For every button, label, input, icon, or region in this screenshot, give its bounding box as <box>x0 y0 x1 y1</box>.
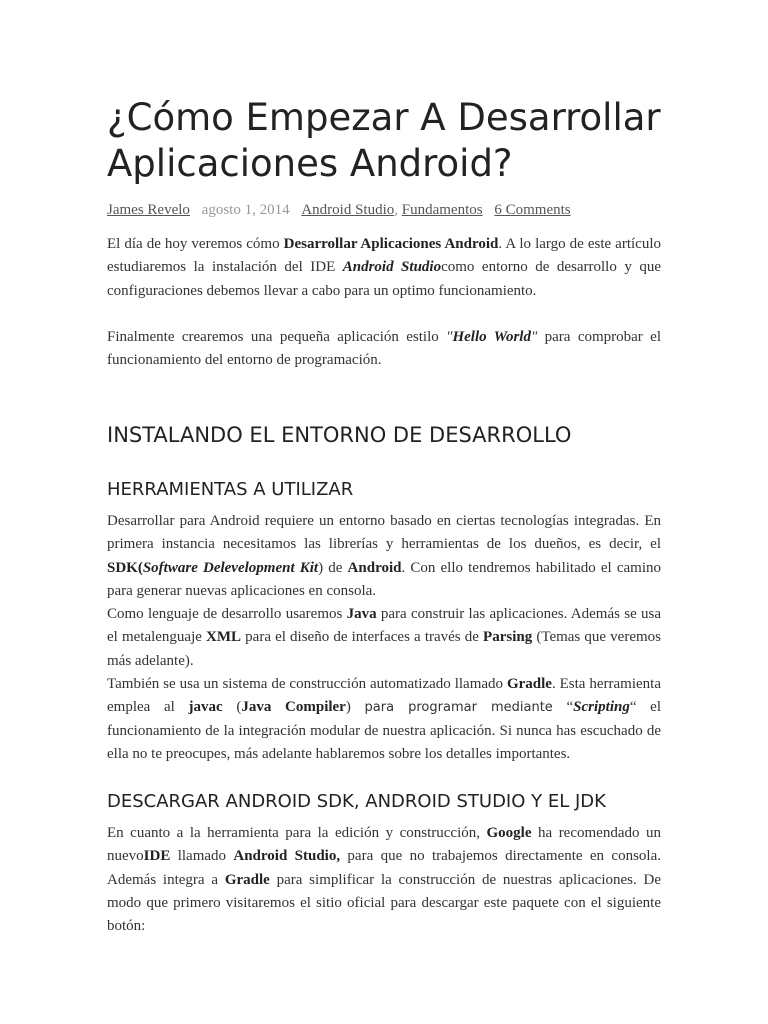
quote-mark: " <box>530 329 538 345</box>
bold-italic-text: Android Studio <box>342 259 442 276</box>
article-title: ¿Cómo Empezar A Desarrollar Aplicaciones Android? <box>107 96 661 185</box>
text: para construir las aplicaciones. Además se usa el metalenguaje <box>107 606 661 646</box>
quote-mark: " <box>446 329 453 345</box>
bold-text: Parsing <box>483 629 533 646</box>
post-meta <box>107 200 667 220</box>
bold-text: Desarrollar Aplicaciones Android <box>283 236 499 252</box>
text: para el diseño de interfaces a través de <box>241 629 484 646</box>
text: “ el funcionamiento de la integración modular de nuestra aplicación. Si nunca has escuchado de ella no te preocupes, más adelante hablaremos sobre los detalles importantes. <box>107 699 662 762</box>
comments-link[interactable]: 6 Comments <box>494 202 571 218</box>
herramientas-paragraph-3 <box>107 673 661 766</box>
text: (Temas que veremos más adelante). <box>107 629 661 669</box>
category-link-fundamentos[interactable]: Fundamentos <box>401 202 483 218</box>
section-heading-herramientas: HERRAMIENTAS A UTILIZAR <box>107 479 354 500</box>
text: para simplificar la construcción de nuestras aplicaciones. De modo que primero visitaremos el sitio oficial para descargar este paquete con el siguiente botón: <box>107 871 661 935</box>
text: ) de <box>318 559 348 576</box>
text: . Con ello tendremos habilitado el camino para generar nuevas aplicaciones en consola. <box>107 559 661 599</box>
bold-text: Google <box>486 825 532 841</box>
text: También se usa un sistema de construcción automatizado llamado <box>107 676 507 692</box>
text: para que no trabajemos directamente en consola. Además integra a <box>107 848 661 888</box>
text: ) <box>345 699 365 716</box>
text: ha recomendado un nuevo <box>107 825 661 865</box>
sans-text: para programar mediante <box>364 700 553 716</box>
descargar-paragraph-1 <box>107 822 661 938</box>
herramientas-paragraph-2 <box>107 603 661 673</box>
category-separator: , <box>394 202 399 218</box>
author-link[interactable]: James Revelo <box>107 202 190 218</box>
category-link-android-studio[interactable]: Android Studio <box>301 202 395 218</box>
intro-paragraph-2 <box>107 326 661 373</box>
bold-text: javac <box>188 699 223 716</box>
text: “ <box>552 699 574 716</box>
section-heading-instalando: INSTALANDO EL ENTORNO DE DESARROLLO <box>107 423 572 447</box>
text: llamado <box>170 848 234 865</box>
text: para comprobar el funcionamiento del entorno de programación. <box>107 329 662 369</box>
bold-italic-text: Scripting <box>573 699 630 716</box>
bold-text: Java <box>346 606 377 622</box>
text: En cuanto a la herramienta para la edición y construcción, <box>107 825 487 841</box>
text: Desarrollar para Android requiere un entorno basado en ciertas tecnologías integradas. En primera instancia necesitamos las librerías y herramientas de los dueños, es decir, el <box>107 513 661 553</box>
intro-paragraph-1 <box>107 233 661 303</box>
bold-text: IDE <box>143 848 171 865</box>
bold-text: ( <box>137 559 143 576</box>
text: El día de hoy veremos cómo <box>107 236 284 252</box>
section-heading-descargar: DESCARGAR ANDROID SDK, ANDROID STUDIO Y EL JDK <box>107 791 606 812</box>
text: . A lo largo de este artículo estudiaremos la instalación del IDE <box>107 236 661 276</box>
post-date: agosto 1, 2014 <box>201 202 290 218</box>
bold-text: Gradle <box>224 871 270 888</box>
bold-text: SDK <box>107 559 138 576</box>
bold-text: Gradle <box>506 676 552 692</box>
herramientas-paragraph-1 <box>107 510 661 603</box>
text: ( <box>222 699 242 716</box>
bold-text: Java Compiler <box>241 699 346 716</box>
bold-text: Android <box>347 559 402 576</box>
text: Finalmente crearemos una pequeña aplicación estilo <box>107 329 447 345</box>
bold-text: Android Studio, <box>233 848 341 865</box>
text: Como lenguaje de desarrollo usaremos <box>107 606 347 622</box>
bold-italic-text: Software Delevelopment Kit <box>142 559 319 576</box>
bold-italic-text: Hello World <box>452 329 531 345</box>
text: como entorno de desarrollo y que configuraciones debemos llevar a cabo para un optimo funcionamiento. <box>107 259 661 299</box>
bold-text: XML <box>206 629 242 646</box>
text: . Esta herramienta emplea al <box>107 676 661 716</box>
